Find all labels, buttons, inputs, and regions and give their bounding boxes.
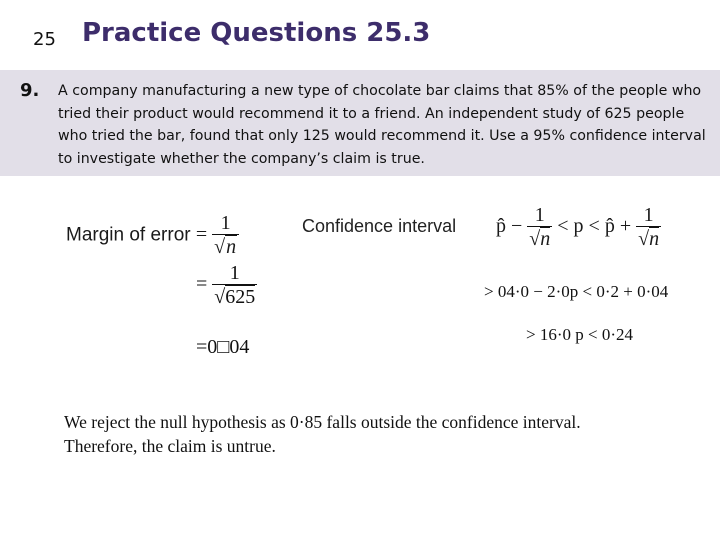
conclusion-line-2: Therefore, the claim is untrue. — [64, 436, 276, 456]
confidence-interval-formula — [496, 204, 661, 251]
question-text: A company manufacturing a new type of chocolate bar claims that 85% of the people who tried their product would recommend it to a friend. An independent study of 625 people who tried the bar, found that only 125 would recommend it. Use a 95% confidence interval to investigate whether the company’s claim is true. — [58, 83, 706, 167]
conclusion-line-1: We reject the null hypothesis as 0·85 falls outside the confidence interval. — [64, 412, 581, 432]
page-title: Practice Questions 25.3 — [82, 18, 431, 48]
margin-step-2-numerator: 1 — [229, 262, 240, 284]
margin-formula-numerator: 1 — [220, 212, 231, 234]
margin-formula-denominator: n — [226, 236, 237, 258]
ci-working-line-2: > 16·0 p < 0·24 — [526, 325, 633, 344]
margin-formula-fraction: $\frac{1}{√n}$ — [212, 212, 239, 259]
margin-step-3: =0□04 — [196, 336, 250, 358]
question-number: 9. — [20, 80, 40, 101]
ci-formula-left: p̂ − — [496, 215, 523, 238]
ci-fraction-left: $\frac{1}{√n}$ — [529, 204, 551, 250]
ci-fraction-right: $\frac{1}{√n}$ — [638, 204, 660, 250]
margin-step-2: = $\frac{1}{√625}$ — [196, 262, 256, 308]
margin-step-2-denominator: 625 — [225, 286, 256, 308]
chapter-number: 25 — [33, 29, 56, 50]
question-panel — [0, 70, 720, 176]
page-header — [0, 0, 720, 70]
ci-working-line-1: > 04·0 − 2·0p < 0·2 + 0·04 — [484, 282, 669, 301]
margin-of-error-label: Margin of error — [66, 224, 191, 246]
margin-of-error-equation: Margin of error = $\frac{1}{√n}$ — [66, 212, 239, 259]
conclusion — [64, 410, 704, 458]
confidence-interval-label: Confidence interval — [302, 216, 457, 236]
margin-step-2-fraction: $\frac{1}{√625}$ — [214, 262, 256, 308]
ci-formula-mid: < p < p̂ + — [557, 215, 632, 238]
